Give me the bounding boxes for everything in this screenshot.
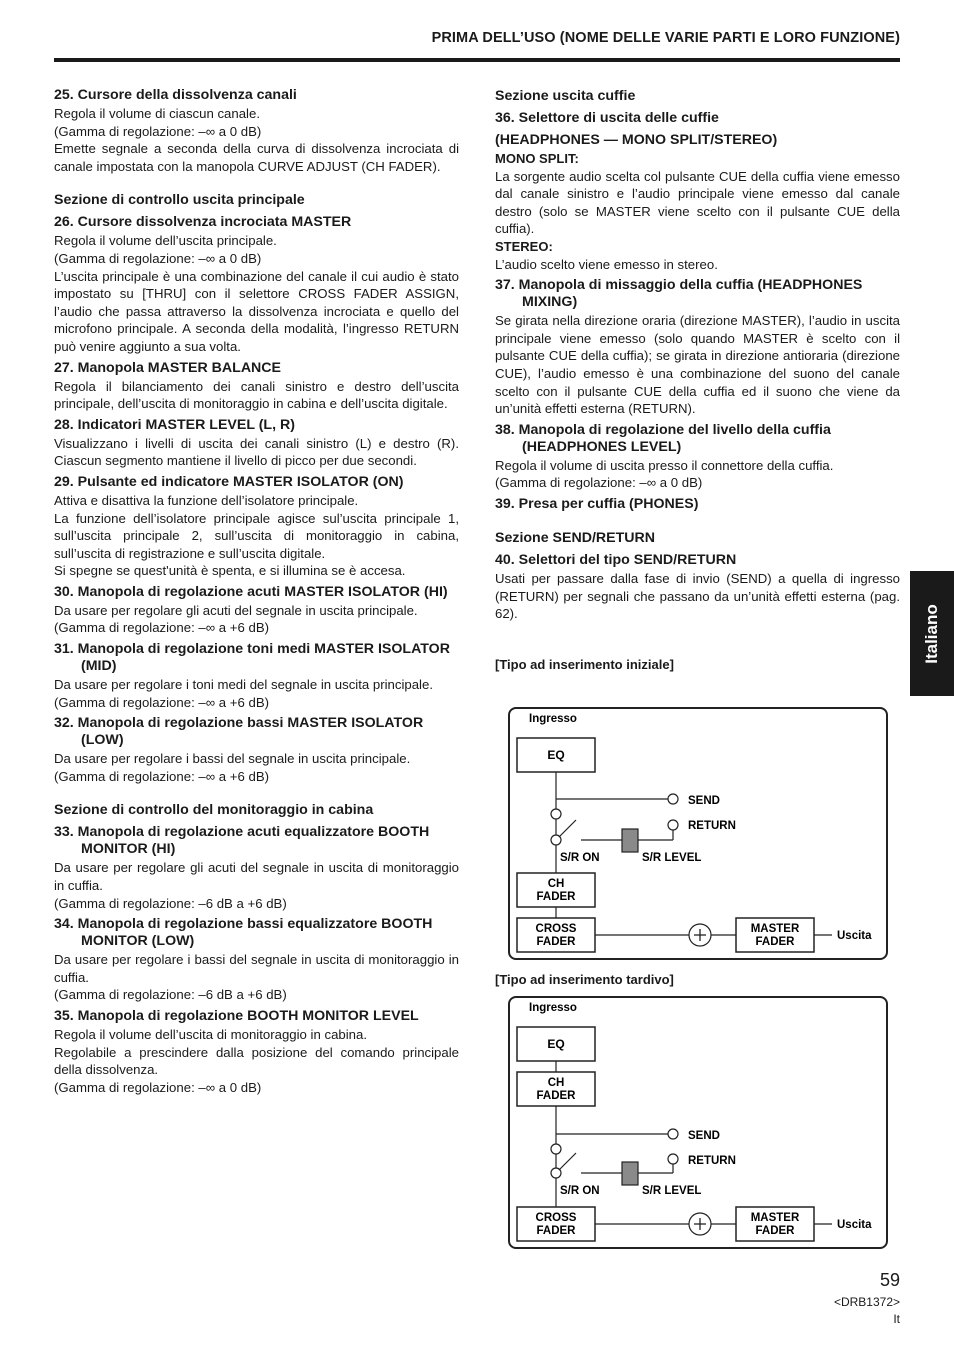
item-35 bbox=[54, 1008, 459, 1096]
label-send: SEND bbox=[688, 1130, 720, 1142]
item-title: 34. Manopola di regolazione bassi equalizzatore BOOTH MONITOR (LOW) bbox=[54, 916, 433, 950]
item-37 bbox=[495, 277, 900, 418]
item-title: 28. Indicatori MASTER LEVEL (L, R) bbox=[54, 416, 295, 433]
sr-level-fader bbox=[622, 1162, 638, 1185]
item-36 bbox=[495, 110, 900, 273]
item-text: Emette segnale a seconda della curva di dissolvenza incrociata di canale impostata con la manopola CURVE ADJUST (CH FADER). bbox=[54, 141, 459, 174]
right-column bbox=[495, 87, 900, 679]
item-title: 30. Manopola di regolazione acuti MASTER ISOLATOR (HI) bbox=[54, 583, 448, 600]
mono-split-label: MONO SPLIT: bbox=[495, 151, 579, 166]
item-text: Regola il volume dell’uscita di monitoraggio in cabina. bbox=[54, 1027, 368, 1042]
ch-fader-label: FADER bbox=[536, 1090, 576, 1102]
item-title: 33. Manopola di regolazione acuti equalizzatore BOOTH MONITOR (HI) bbox=[54, 824, 430, 858]
item-range: (Gamma di regolazione: –∞ a +6 dB) bbox=[54, 620, 270, 636]
cross-fader-label: CROSS bbox=[535, 923, 577, 935]
page-number: 59 bbox=[879, 1270, 900, 1290]
return-terminal bbox=[668, 1154, 678, 1164]
item-text: Da usare per regolare gli acuti del segnale in uscita di monitoraggio in cuffia. bbox=[54, 860, 459, 894]
item-title: 40. Selettori del tipo SEND/RETURN bbox=[495, 551, 737, 568]
sr-on-switch bbox=[559, 820, 576, 837]
item-32 bbox=[54, 715, 459, 785]
item-text: Da usare per regolare gli acuti del segnale in uscita principale. bbox=[54, 602, 418, 618]
item-text: Da usare per regolare i bassi del segnale in uscita di monitoraggio in cuffia. bbox=[54, 952, 459, 985]
item-range: (Gamma di regolazione: –∞ a 0 dB) bbox=[54, 250, 262, 266]
label-sr-level: S/R LEVEL bbox=[642, 1185, 702, 1197]
send-terminal bbox=[668, 1129, 678, 1139]
item-40 bbox=[495, 552, 900, 623]
header-title: PRIMA DELL’USO (NOME DELLE VARIE PARTI E LORO FUNZIONE) bbox=[431, 30, 900, 46]
diagram-late-insertion bbox=[508, 996, 888, 1249]
item-34 bbox=[54, 916, 459, 1004]
item-title: 37. Manopola di missaggio della cuffia (HEADPHONES MIXING) bbox=[495, 277, 863, 311]
label-return: RETURN bbox=[688, 1155, 736, 1167]
item-range: (Gamma di regolazione: –∞ a 0 dB) bbox=[495, 475, 703, 491]
item-26 bbox=[54, 214, 459, 355]
language-tab bbox=[910, 571, 954, 696]
master-fader-label: FADER bbox=[755, 1225, 795, 1237]
doc-lang-code: It bbox=[893, 1312, 900, 1326]
item-text: Regola il volume dell’uscita principale. bbox=[54, 233, 277, 249]
item-title: 38. Manopola di regolazione del livello della cuffia (HEADPHONES LEVEL) bbox=[495, 421, 831, 455]
item-text: L’uscita principale è una combinazione del canale il cui audio è stato impostato su [THRU] con il selettore CROSS FADER ASSIGN, l’audio che passa attraverso la dissolvenza incrociata e quello del microfono principale. A seconda della modalità, l’ingresso RETURN può venire aggiunto a sua volta. bbox=[54, 268, 459, 354]
item-title: 32. Manopola di regolazione bassi MASTER ISOLATOR (LOW) bbox=[54, 715, 424, 749]
item-25 bbox=[54, 87, 459, 175]
eq-label: EQ bbox=[547, 1037, 565, 1051]
item-title-cont: (HEADPHONES — MONO SPLIT/STEREO) bbox=[495, 132, 778, 148]
item-29 bbox=[54, 474, 459, 580]
cross-fader-label: FADER bbox=[536, 936, 576, 948]
return-terminal bbox=[668, 820, 678, 830]
label-ingresso: Ingresso bbox=[529, 1002, 577, 1014]
section-title-booth: Sezione di controllo del monitoraggio in cabina bbox=[54, 802, 374, 819]
item-title: 26. Cursore dissolvenza incrociata MASTER bbox=[54, 214, 352, 231]
label-sr-on: S/R ON bbox=[560, 1185, 600, 1197]
item-range: (Gamma di regolazione: –∞ a +6 dB) bbox=[54, 768, 270, 784]
item-33 bbox=[54, 824, 459, 912]
doc-code-id: <DRB1372> bbox=[833, 1295, 900, 1309]
item-31 bbox=[54, 641, 459, 711]
eq-label: EQ bbox=[547, 748, 565, 762]
cross-fader-label: FADER bbox=[536, 1225, 576, 1237]
ch-fader-label: FADER bbox=[536, 891, 576, 903]
section-title-phones: Sezione uscita cuffie bbox=[495, 88, 636, 104]
ch-fader-label: CH bbox=[547, 878, 565, 890]
item-text: Regola il volume di ciascun canale. bbox=[54, 106, 260, 121]
diagram-early-insertion bbox=[508, 707, 888, 960]
item-title: 39. Presa per cuffia (PHONES) bbox=[495, 495, 699, 512]
item-text: Regola il volume di uscita presso il connettore della cuffia. bbox=[495, 457, 834, 473]
item-range: (Gamma di regolazione: –∞ a +6 dB) bbox=[54, 694, 270, 710]
item-text: Regolabile a prescindere dalla posizione del comando principale della dissolvenza. bbox=[54, 1044, 459, 1078]
label-sr-on: S/R ON bbox=[560, 852, 600, 864]
item-text: Usati per passare dalla fase di invio (SEND) a quella di ingresso (RETURN) per segnali che passano da un’unità effetti esterna (pag. 62). bbox=[495, 570, 900, 622]
item-28 bbox=[54, 417, 459, 470]
item-title: 31. Manopola di regolazione toni medi MASTER ISOLATOR (MID) bbox=[54, 641, 450, 675]
item-text: Si spegne se quest'unità è spenta, e si illumina se è accesa. bbox=[54, 563, 406, 579]
stereo-label: STEREO: bbox=[495, 238, 553, 254]
item-text: Visualizzano i livelli di uscita dei canali sinistro (L) e destro (R). Ciascun segmento mantiene il livello di picco per due secondi. bbox=[54, 435, 459, 469]
page-header bbox=[54, 28, 900, 62]
item-text: Da usare per regolare i toni medi del segnale in uscita principale. bbox=[54, 677, 433, 693]
item-title: 29. Pulsante ed indicatore MASTER ISOLATOR (ON) bbox=[54, 473, 404, 490]
label-return: RETURN bbox=[688, 820, 736, 832]
label-uscita: Uscita bbox=[837, 1219, 872, 1231]
cross-fader-label: CROSS bbox=[535, 1212, 577, 1224]
label-sr-level: S/R LEVEL bbox=[642, 852, 702, 864]
item-title: 36. Selettore di uscita delle cuffie bbox=[495, 110, 719, 126]
item-39 bbox=[495, 496, 900, 513]
left-column bbox=[54, 87, 459, 1100]
label-ingresso: Ingresso bbox=[529, 713, 577, 725]
item-title: 27. Manopola MASTER BALANCE bbox=[54, 359, 282, 376]
item-27 bbox=[54, 360, 459, 413]
item-text: Regola il bilanciamento dei canali sinistro e destro dell’uscita principale, dell’uscita di monitoraggio in cabina e dell’uscita digitale. bbox=[54, 378, 459, 412]
item-text: Se girata nella direzione oraria (direzione MASTER), l’audio in uscita principale viene emesso (solo quando MASTER è scelto con il pulsante CUE della cuffia); se girata in direzione antioraria (direzione CUE), l’audio emesso è una combinazione del suono del canale scelto con il pulsante CUE della cuffia ed il suono che viene da un’unità effetti esterna (RETURN). bbox=[495, 313, 900, 417]
send-node bbox=[551, 1144, 561, 1154]
language-tab-label: Italiano bbox=[922, 603, 941, 664]
item-text: L’audio scelto viene emesso in stereo. bbox=[495, 256, 718, 272]
item-range: (Gamma di regolazione: –6 dB a +6 dB) bbox=[54, 987, 287, 1003]
item-text: La sorgente audio scelta col pulsante CUE della cuffia viene emesso dal canale sinistro e l’audio principale viene emesso dal canale destro (solo se MASTER viene scelto con il pulsante CUE della cuffia). bbox=[495, 168, 900, 237]
section-title-master: Sezione di controllo uscita principale bbox=[54, 192, 305, 209]
master-fader-label: MASTER bbox=[750, 923, 800, 935]
item-range: (Gamma di regolazione: –6 dB a +6 dB) bbox=[54, 895, 287, 911]
send-node bbox=[551, 809, 561, 819]
diagram-caption-early: [Tipo ad inserimento iniziale] bbox=[495, 656, 674, 672]
item-38 bbox=[495, 422, 900, 492]
document-code bbox=[834, 1294, 900, 1328]
sr-level-fader bbox=[622, 829, 638, 852]
item-text: Da usare per regolare i bassi del segnale in uscita principale. bbox=[54, 751, 411, 767]
master-fader-label: MASTER bbox=[750, 1212, 800, 1224]
send-terminal bbox=[668, 794, 678, 804]
item-text: La funzione dell’isolatore principale agisce sul’uscita principale 1, sull’uscita principale 2, sull’uscita di monitoraggio in cabina, sull’uscita di registrazione e sull’uscita digitale. bbox=[54, 510, 459, 561]
master-fader-label: FADER bbox=[755, 936, 795, 948]
item-text: Attiva e disattiva la funzione dell’isolatore principale. bbox=[54, 492, 359, 508]
section-title-send-return: Sezione SEND/RETURN bbox=[495, 529, 656, 546]
item-title: 25. Cursore della dissolvenza canali bbox=[54, 87, 297, 103]
sr-on-switch bbox=[559, 1153, 576, 1170]
item-range: (Gamma di regolazione: –∞ a 0 dB) bbox=[54, 123, 262, 139]
item-title: 35. Manopola di regolazione BOOTH MONITOR LEVEL bbox=[54, 1008, 419, 1024]
item-30 bbox=[54, 584, 459, 637]
label-send: SEND bbox=[688, 795, 720, 807]
diagram-caption-late: [Tipo ad inserimento tardivo] bbox=[495, 972, 674, 987]
ch-fader-label: CH bbox=[547, 1077, 565, 1089]
label-uscita: Uscita bbox=[837, 930, 872, 942]
item-range: (Gamma di regolazione: –∞ a 0 dB) bbox=[54, 1079, 262, 1095]
